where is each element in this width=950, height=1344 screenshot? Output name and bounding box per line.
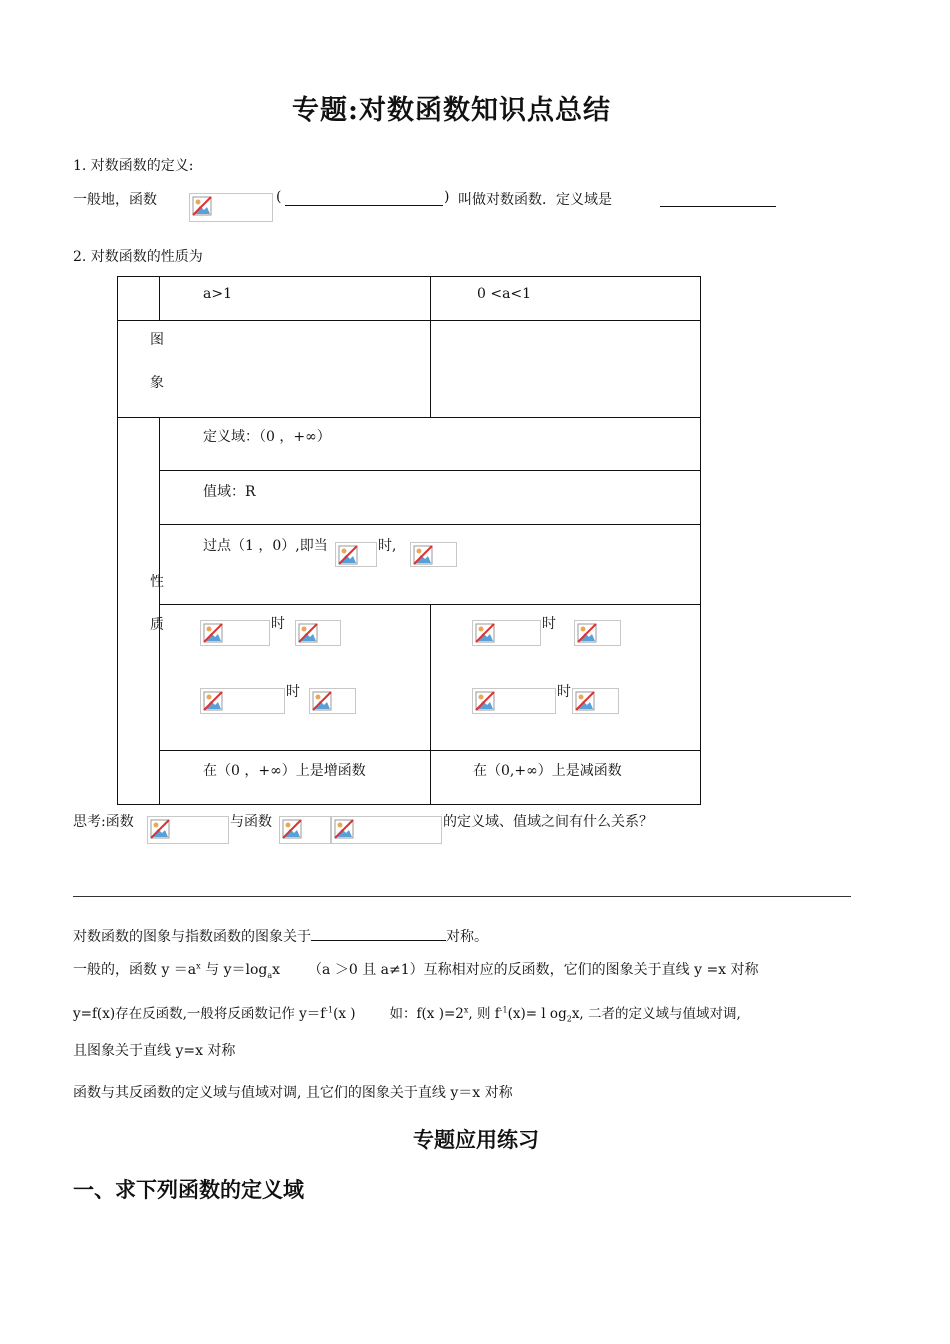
header-a-lt-1: 0 <a<1 — [477, 286, 532, 302]
broken-image-icon — [472, 688, 556, 714]
p3-f: x, 二者的定义域与值域对调, — [571, 1006, 741, 1022]
broken-image-icon — [295, 620, 341, 646]
row-label-prop-1: 性 — [150, 574, 164, 590]
p2-sub: a — [267, 970, 273, 980]
broken-image-icon — [472, 620, 541, 646]
think-text-3: 的定义域、值域之间有什么关系？ — [443, 814, 653, 830]
definition-text: 一般地，函数 — [73, 192, 157, 208]
row-label-graph-2: 象 — [150, 375, 164, 391]
increasing-cell: 在（0 ，+∞）上是增函数 — [203, 763, 366, 779]
definition-text-2: 叫做对数函数．定义域是 — [458, 192, 612, 208]
blank-condition — [285, 188, 443, 206]
p2-d: （a ＞0 且 a≠1）互称相对应的反函数，它们的图象关于直线 y =x 对称 — [308, 962, 759, 978]
think-text: 思考:函数 — [73, 814, 134, 830]
p2-a: 一般的，函数 y ＝a — [73, 962, 197, 978]
broken-image-icon — [189, 193, 273, 222]
paren-open: ( — [276, 189, 282, 205]
p3-sub: 2 — [566, 1014, 572, 1024]
paragraph-1-end: 对称。 — [446, 929, 488, 945]
part-1-title: 一、求下列函数的定义域 — [73, 1178, 304, 1202]
header-a-gt-1: a>1 — [203, 286, 232, 302]
p2-sup: x — [196, 961, 201, 971]
broken-image-icon — [574, 620, 621, 646]
think-text-2: 与函数 — [230, 814, 272, 830]
section-2-heading: 2. 对数函数的性质为 — [73, 249, 203, 265]
p3-c: 如：f(x )=2 — [389, 1006, 464, 1022]
broken-image-icon — [572, 688, 619, 714]
row-label-prop-2: 质 — [150, 617, 164, 633]
when-label: 时 — [557, 684, 571, 700]
answer-line — [73, 895, 851, 897]
broken-image-icon — [331, 816, 442, 844]
paragraph-1 — [73, 926, 488, 946]
when-label: 时 — [286, 684, 300, 700]
broken-image-icon — [200, 688, 285, 714]
paragraph-2 — [73, 959, 759, 980]
paragraph-5: 函数与其反函数的定义域与值域对调, 且它们的图象关于直线 y＝x 对称 — [73, 1085, 513, 1101]
practice-title: 专题应用练习 — [413, 1128, 539, 1152]
p3-sup1: -1 — [325, 1005, 334, 1015]
p3-sup2: x — [463, 1005, 469, 1015]
broken-image-icon — [335, 542, 377, 567]
p3-a: y=f(x)存在反函数,一般将反函数记作 y＝f — [73, 1006, 326, 1022]
fixed-point-text: 过点（1 ，0）,即当 — [203, 538, 328, 554]
broken-image-icon — [147, 816, 229, 844]
blank-domain — [660, 188, 776, 207]
p2-b: 与 y＝log — [200, 962, 268, 978]
p3-d: , 则 f — [468, 1006, 500, 1022]
when-label: 时 — [542, 616, 556, 632]
decreasing-cell: 在（0,+∞）上是减函数 — [473, 763, 622, 779]
page-title: 专题:对数函数知识点总结 — [292, 95, 611, 126]
p3-b: (x ) — [333, 1006, 356, 1022]
range-cell: 值域：R — [203, 484, 256, 500]
row-label-graph-1: 图 — [150, 332, 164, 348]
broken-image-icon — [200, 620, 270, 646]
paren-close: ) — [444, 189, 450, 205]
when-label: 时 — [271, 616, 285, 632]
broken-image-icon — [309, 688, 356, 714]
fixed-point-text-2: 时, — [378, 538, 397, 554]
paragraph-4: 且图象关于直线 y=x 对称 — [73, 1043, 236, 1059]
section-1-heading: 1. 对数函数的定义: — [73, 158, 194, 174]
blank-symmetry — [311, 926, 446, 941]
domain-cell: 定义域：（0 ，+∞） — [203, 429, 331, 445]
paragraph-1-text: 对数函数的图象与指数函数的图象关于 — [73, 929, 311, 945]
p2-c: x — [272, 962, 281, 978]
p3-e: (x)= l og — [507, 1006, 567, 1022]
broken-image-icon — [279, 816, 331, 844]
broken-image-icon — [410, 542, 457, 567]
p3-sup3: -1 — [499, 1005, 508, 1015]
paragraph-3 — [73, 1002, 741, 1024]
